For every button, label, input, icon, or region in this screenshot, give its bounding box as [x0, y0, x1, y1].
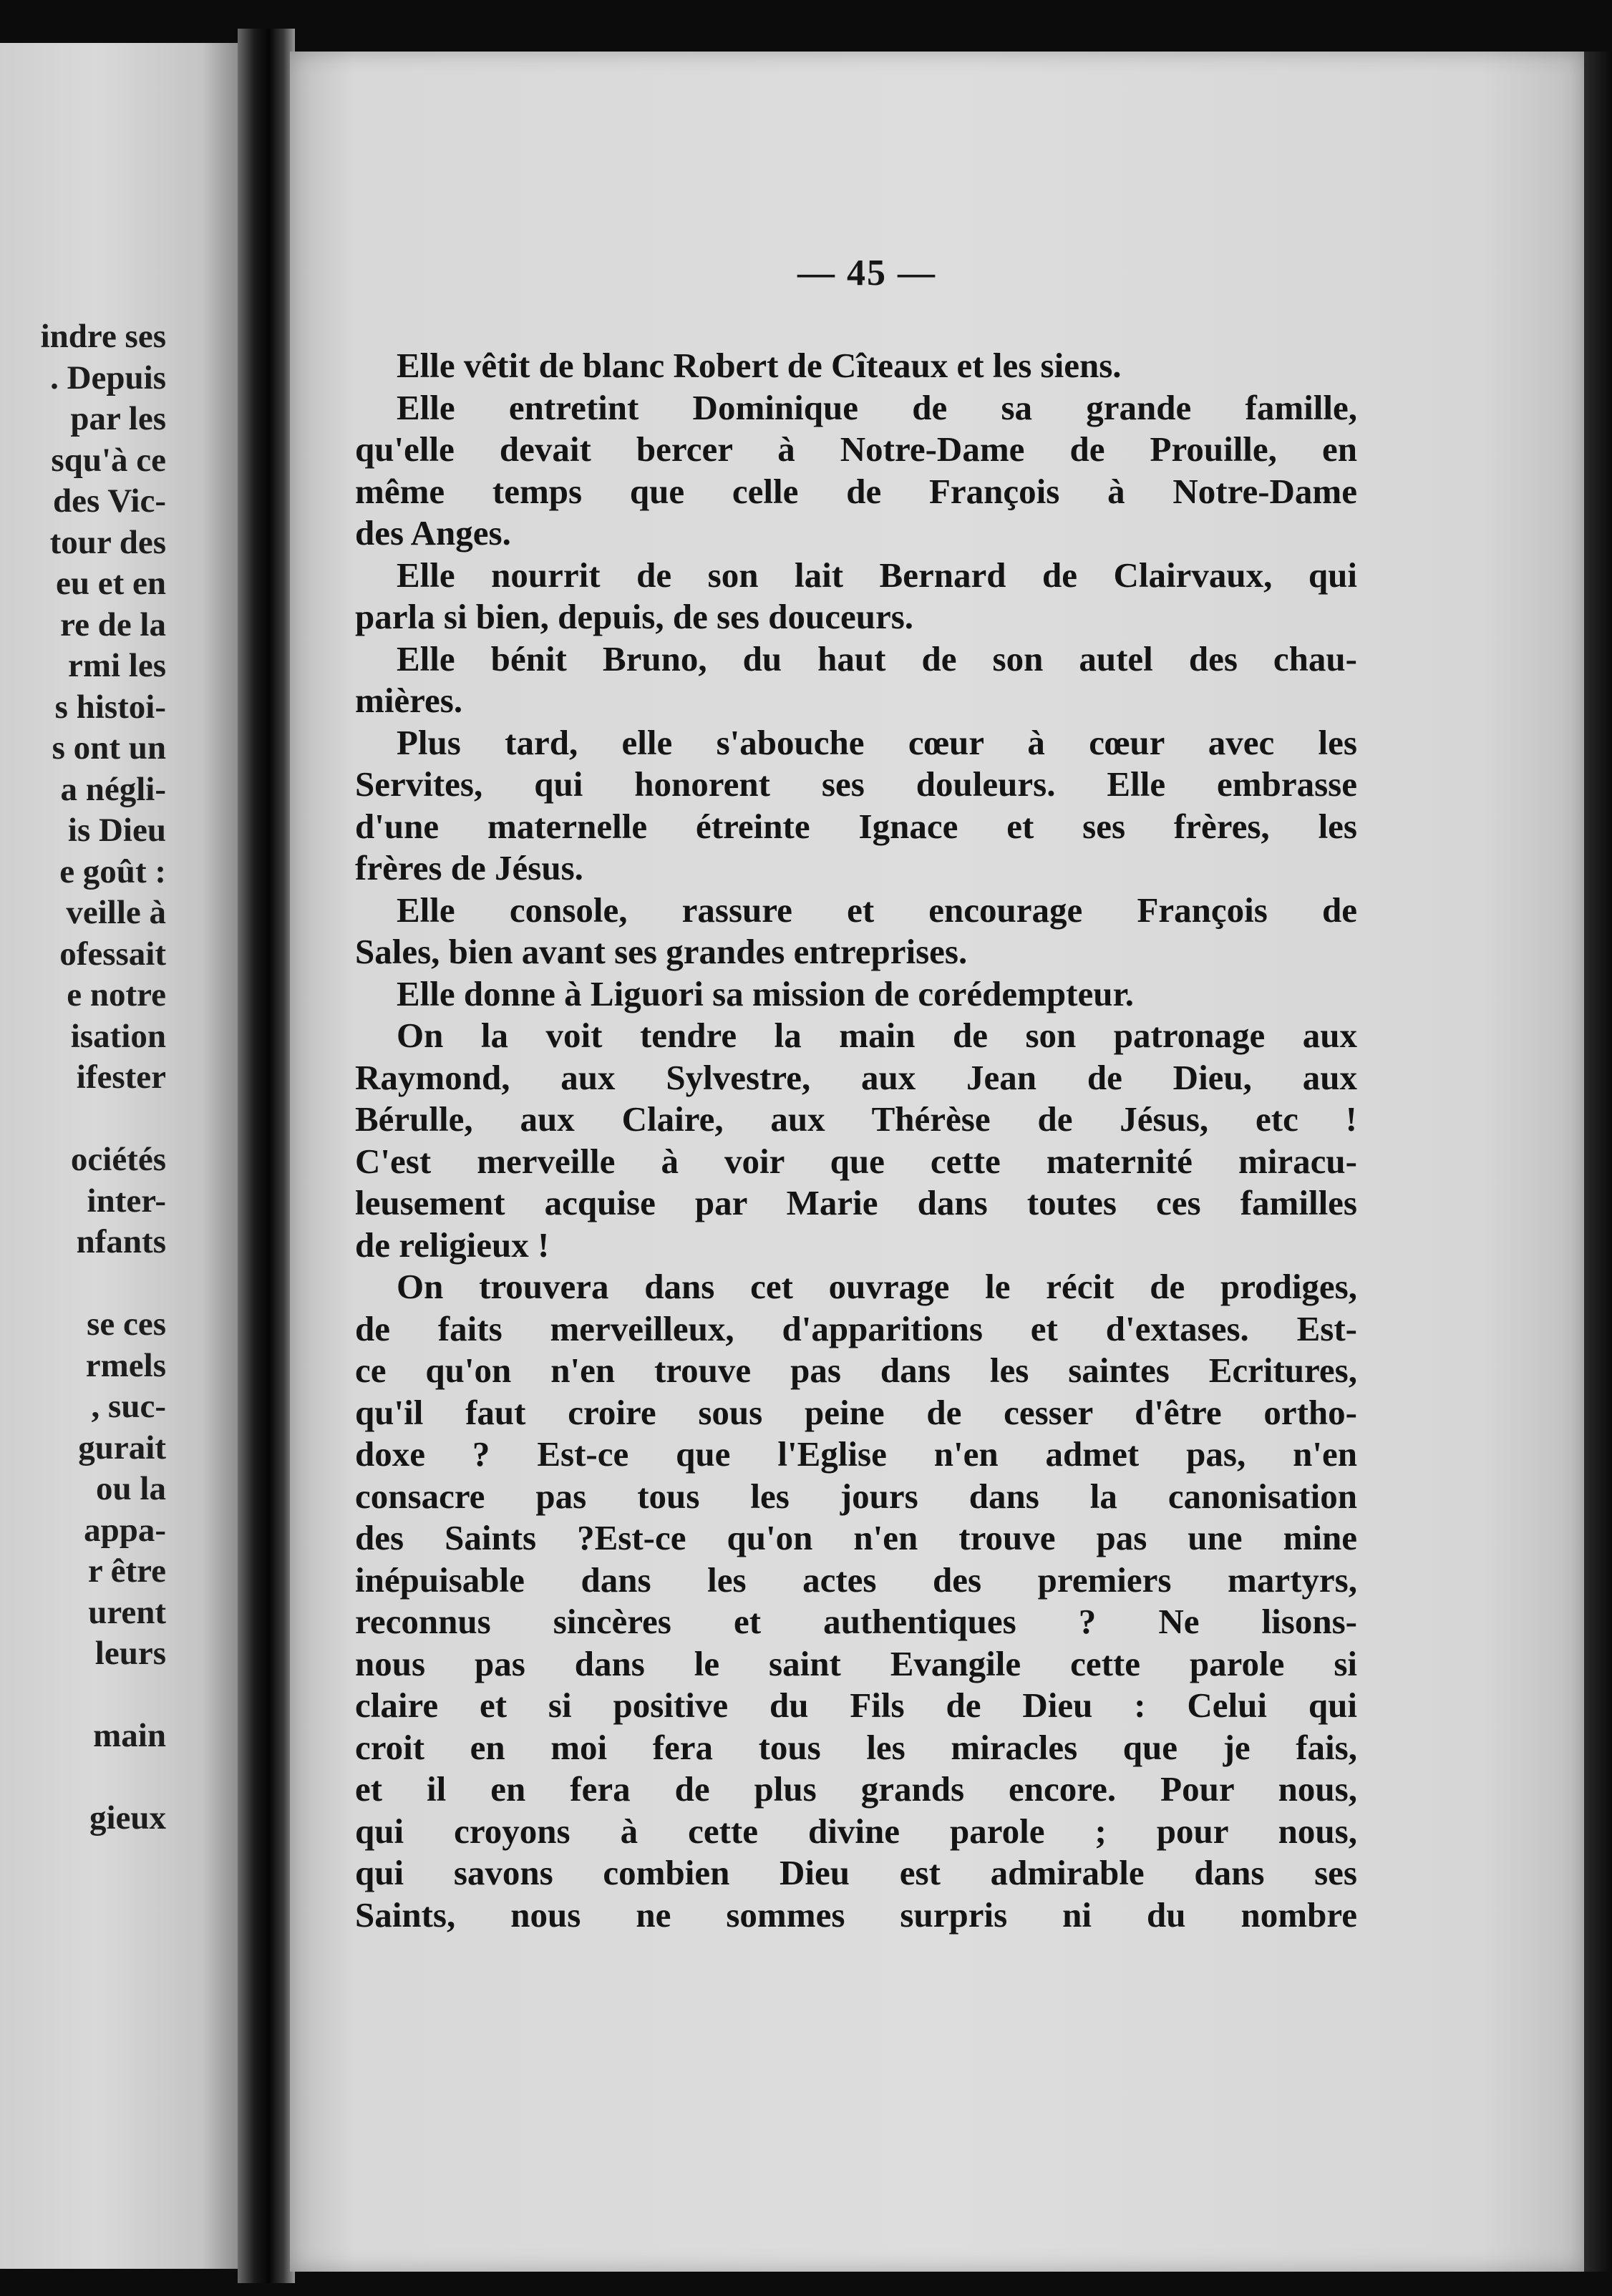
text-line: Servites, qui honorent ses douleurs. Elle embrasse — [355, 764, 1357, 804]
text-line: Elle console, rassure et encourage François de — [397, 890, 1357, 930]
text-line: parla si bien, depuis, de ses douceurs. — [355, 597, 914, 636]
previous-page-line: gurait — [78, 1429, 166, 1466]
text-line: On la voit tendre la main de son patronage aux — [397, 1016, 1357, 1055]
text-line: nous pas dans le saint Evangile cette parole si — [355, 1643, 1357, 1683]
page-number — [0, 252, 1612, 294]
page-number-text: — 45 — — [797, 253, 936, 293]
text-line: Raymond, aux Sylvestre, aux Jean de Dieu, aux — [355, 1057, 1357, 1097]
previous-page-text — [0, 316, 166, 1839]
page-edge — [1584, 52, 1612, 2272]
previous-page-line: gieux — [89, 1799, 166, 1837]
previous-page-line: nfants — [76, 1223, 166, 1260]
text-line: mières. — [355, 681, 463, 720]
previous-page-line — [0, 1757, 166, 1799]
text-line: Plus tard, elle s'abouche cœur à cœur avec les — [397, 722, 1357, 762]
previous-page-line: tour des — [49, 523, 166, 561]
text-line: des Saints ?Est-ce qu'on n'en trouve pas une mine — [355, 1518, 1357, 1557]
text-line: Sales, bien avant ses grandes entreprises. — [355, 932, 968, 971]
book-gutter — [238, 29, 295, 2283]
previous-page-line: ou la — [96, 1470, 166, 1507]
previous-page-line: squ'à ce — [51, 441, 166, 479]
previous-page-line: isation — [70, 1017, 166, 1055]
text-line: Saints, nous ne sommes surpris ni du nombre — [355, 1894, 1357, 1935]
text-line: qui croyons à cette divine parole ; pour nous, — [355, 1811, 1357, 1851]
text-line: de faits merveilleux, d'apparitions et d'extases. Est- — [355, 1308, 1357, 1348]
previous-page-line: r être — [87, 1552, 166, 1590]
previous-page-line: leurs — [94, 1635, 166, 1672]
previous-page-line: s ont un — [52, 729, 166, 767]
previous-page-line: indre ses — [40, 318, 166, 355]
text-line: qui savons combien Dieu est admirable dans ses — [355, 1853, 1357, 1892]
text-line: frères de Jésus. — [355, 848, 583, 887]
text-line: d'une maternelle étreinte Ignace et ses frères, les — [355, 806, 1357, 846]
text-line: C'est merveille à voir que cette maternité miracu- — [355, 1141, 1357, 1181]
text-line: même temps que celle de François à Notre-Dame — [355, 471, 1357, 511]
text-line: et il en fera de plus grands encore. Pour nous, — [355, 1769, 1357, 1809]
previous-page-line: inter- — [87, 1182, 166, 1220]
previous-page-line: ociétés — [70, 1141, 166, 1178]
text-line: Elle entretint Dominique de sa grande famille, — [397, 387, 1357, 427]
previous-page-line: . Depuis — [50, 359, 166, 397]
text-line: inépuisable dans les actes des premiers martyrs, — [355, 1560, 1357, 1600]
text-line: Elle vêtit de blanc Robert de Cîteaux et les siens. — [397, 346, 1122, 385]
text-line: croit en moi fera tous les miracles que je fais, — [355, 1727, 1357, 1767]
text-line: qu'elle devait bercer à Notre-Dame de Prouille, en — [355, 429, 1357, 469]
text-line: Elle donne à Liguori sa mission de corédempteur. — [397, 973, 1134, 1013]
text-line: Elle nourrit de son lait Bernard de Clairvaux, qui — [397, 555, 1357, 595]
previous-page-line: veille à — [66, 894, 166, 931]
previous-page-line: e notre — [67, 976, 166, 1013]
previous-page-line: se ces — [87, 1305, 166, 1343]
previous-page-line: a négli- — [60, 770, 166, 808]
text-line: doxe ? Est-ce que l'Eglise n'en admet pas, n'en — [355, 1434, 1357, 1474]
page-body-text — [355, 345, 1357, 1936]
previous-page-line: rmels — [85, 1346, 166, 1384]
previous-page — [0, 43, 238, 2269]
previous-page-line: ifester — [76, 1059, 166, 1096]
previous-page-line — [0, 1675, 166, 1716]
previous-page-line: appa- — [84, 1511, 166, 1549]
text-line: consacre pas tous les jours dans la canonisation — [355, 1476, 1357, 1516]
previous-page-line: des Vic- — [53, 482, 166, 520]
text-line: reconnus sincères et authentiques ? Ne lisons- — [355, 1602, 1357, 1641]
previous-page-line: re de la — [60, 605, 166, 643]
previous-page-line: ofessait — [59, 935, 166, 973]
previous-page-line: urent — [88, 1593, 166, 1631]
text-line: claire et si positive du Fils de Dieu : Celui qui — [355, 1685, 1357, 1725]
previous-page-line: rmi les — [67, 647, 166, 684]
previous-page-line: , suc- — [91, 1388, 166, 1425]
text-line: leusement acquise par Marie dans toutes ces familles — [355, 1183, 1357, 1222]
previous-page-line: eu et en — [55, 565, 166, 602]
text-line: de religieux ! — [355, 1225, 550, 1265]
text-line: On trouvera dans cet ouvrage le récit de prodiges, — [397, 1267, 1357, 1306]
previous-page-line — [0, 1099, 166, 1140]
text-line: qu'il faut croire sous peine de cesser d'être ortho- — [355, 1392, 1357, 1432]
text-line: ce qu'on n'en trouve pas dans les saintes Ecritures, — [355, 1351, 1357, 1390]
previous-page-line: par les — [70, 400, 166, 437]
previous-page-line — [0, 1263, 166, 1305]
previous-page-line: s histoi- — [54, 688, 166, 726]
text-line: Bérulle, aux Claire, aux Thérèse de Jésus, etc ! — [355, 1099, 1357, 1139]
text-line: Elle bénit Bruno, du haut de son autel des chau- — [397, 638, 1357, 678]
text-line: des Anges. — [355, 513, 511, 553]
previous-page-line: e goût : — [59, 852, 166, 890]
previous-page-line: is Dieu — [67, 812, 166, 849]
previous-page-line: main — [93, 1717, 166, 1754]
